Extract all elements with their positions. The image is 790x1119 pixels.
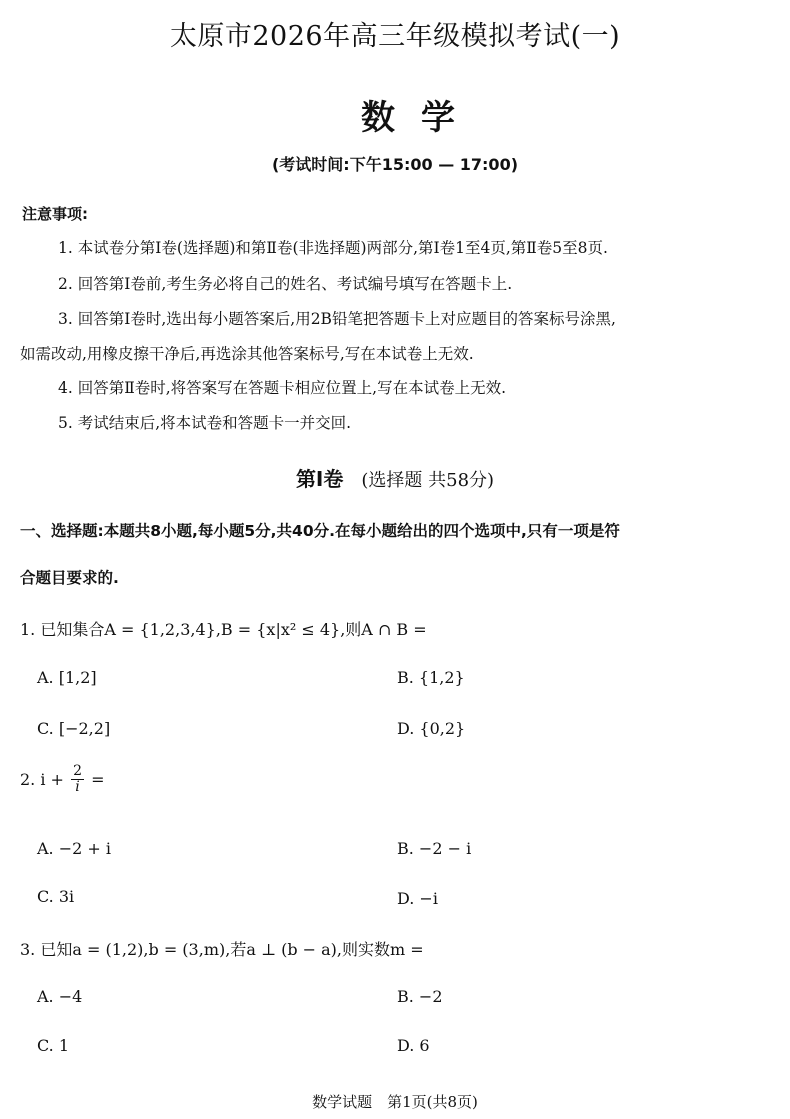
note-item: 如需改动,用橡皮擦干净后,再选涂其他答案标号,写在本试卷上无效. [20,345,474,363]
subject-title: 数学 [361,98,481,138]
question-1-option-c: C. [−2,2] [37,719,111,738]
question-2-option-a: A. −2 + i [37,839,112,858]
question-3-stem: 3. 已知a = (1,2),b = (3,m),若a ⊥ (b − a),则实数m = [20,940,424,959]
question-2-stem [20,764,104,796]
question-1-stem: 1. 已知集合A = {1,2,3,4},B = {x|x² ≤ 4},则A ∩ B = [20,620,427,639]
note-item: 2. 回答第Ⅰ卷前,考生务必将自己的姓名、考试编号填写在答题卡上. [58,275,513,293]
note-item: 3. 回答第Ⅰ卷时,选出每小题答案后,用2B铅笔把答题卡上对应题目的答案标号涂黑, [58,310,616,328]
section-title: 第Ⅰ卷 [295,467,344,491]
question-2-option-b: B. −2 − i [397,839,472,858]
notes-heading: 注意事项: [22,205,88,223]
note-item: 1. 本试卷分第Ⅰ卷(选择题)和第Ⅱ卷(非选择题)两部分,第Ⅰ卷1至4页,第Ⅱ卷5至8页. [58,239,608,257]
page-footer: 数学试题 第1页(共8页) [312,1093,478,1111]
section-instruction: 一、选择题:本题共8小题,每小题5分,共40分.在每小题给出的四个选项中,只有一项是符 [20,522,620,540]
note-item: 4. 回答第Ⅱ卷时,将答案写在答题卡相应位置上,写在本试卷上无效. [58,379,507,397]
question-2-suffix: = [91,770,105,790]
fraction-denominator: i [75,779,80,796]
question-2-prefix: 2. i + [20,770,64,790]
exam-time: (考试时间:下午15:00 — 17:00) [271,155,519,174]
question-3-option-c: C. 1 [37,1036,70,1055]
fraction-numerator: 2 [73,763,82,779]
question-3-option-d: D. 6 [397,1036,430,1055]
question-2-option-c: C. 3i [37,887,75,906]
section-heading [0,463,790,492]
section-instruction: 合题目要求的. [20,569,119,587]
question-1-option-b: B. {1,2} [397,668,465,687]
note-item: 5. 考试结束后,将本试卷和答题卡一并交回. [58,414,352,432]
question-2-fraction [71,764,84,796]
question-3-option-b: B. −2 [397,987,443,1006]
question-3-option-a: A. −4 [37,987,83,1006]
question-1-option-a: A. [1,2] [37,668,97,687]
question-1-option-d: D. {0,2} [397,719,466,738]
exam-title: 太原市2026年高三年级模拟考试(一) [169,21,621,52]
question-2-option-d: D. −i [397,889,438,908]
section-subtitle: (选择题 共58分) [361,470,495,491]
